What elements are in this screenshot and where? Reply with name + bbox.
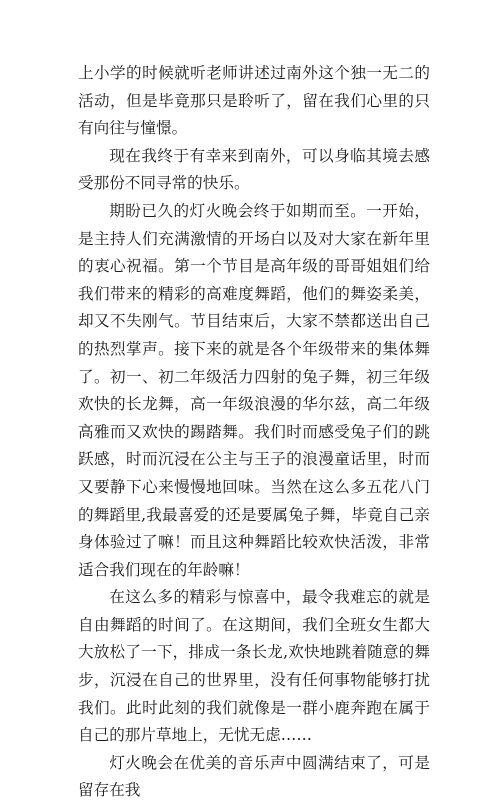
- document-body: [78, 60, 430, 805]
- paragraph-2: 现在我终于有幸来到南外，可以身临其境去感受那份不同寻常的快乐。: [78, 146, 430, 193]
- paragraph-4: 在这么多的精彩与惊喜中，最令我难忘的就是自由舞蹈的时间了。在这期间，我们全班女生都大大放松了一下，排成一条长龙,欢快地跳着随意的舞步，沉浸在自己的世界里，没有任何事物能够打扰我们。此时此刻的我们就像是一群小鹿奔跑在属于自己的那片草地上，无忧无虑……: [78, 588, 430, 745]
- paragraph-1: 上小学的时候就听老师讲述过南外这个独一无二的活动，但是毕竟那只是聆听了，留在我们心里的只有向往与憧憬。: [78, 64, 430, 138]
- paragraph-5: 灯火晚会在优美的音乐声中圆满结束了，可是留存在我: [78, 753, 430, 800]
- paragraph-3: 期盼已久的灯火晚会终于如期而至。一开始，是主持人们充满激情的开场白以及对大家在新年里的衷心祝福。第一个节目是高年级的哥哥姐姐们给我们带来的精彩的高难度舞蹈，他们的舞姿柔美，却又不失刚气。节目结束后，大家不禁都送出自己的热烈掌声。接下来的就是各个年级带来的集体舞了。初一、初二年级活力四射的兔子舞，初三年级欢快的长龙舞，高一年级浪漫的华尔兹，高二年级高雅而又欢快的踢踏舞。我们时而感受兔子们的跳跃感，时而沉浸在公主与王子的浪漫童话里，时而又要静下心来慢慢地回味。当然在这么多五花八门的舞蹈里,我最喜爱的还是要属兔子舞，毕竟自己亲身体验过了嘛！而且这种舞蹈比较欢快活泼，非常适合我们现在的年龄嘛！: [78, 201, 430, 579]
